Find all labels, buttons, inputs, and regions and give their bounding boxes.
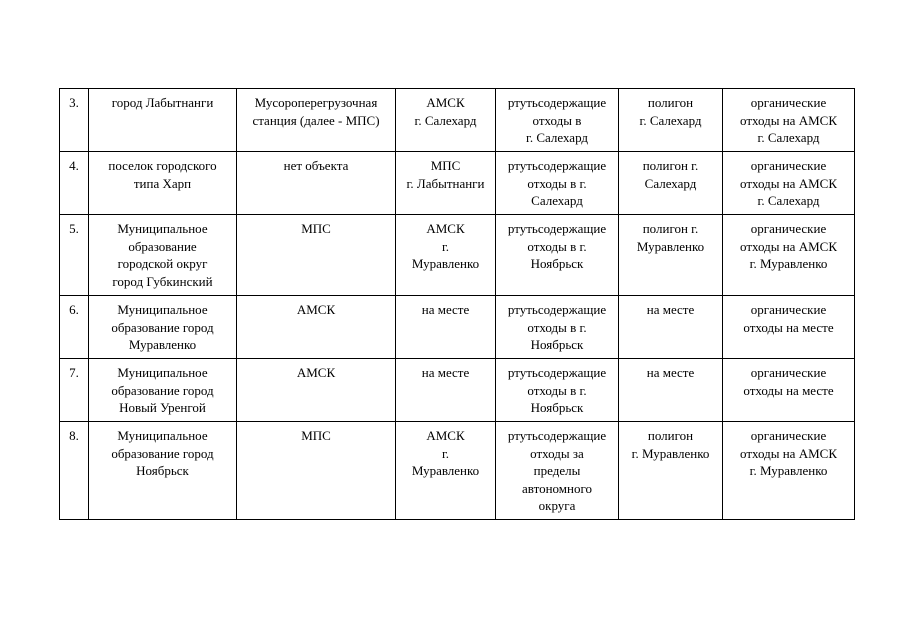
row-number: 5. xyxy=(60,215,89,296)
object-cell: МПС xyxy=(237,422,396,520)
organic-waste-cell: органические отходы на АМСК г. Муравленко xyxy=(723,215,855,296)
municipality-cell: город Лабытнанги xyxy=(89,89,237,152)
municipality-cell: Муниципальное образование город Новый Уренгой xyxy=(89,359,237,422)
mercury-waste-cell: ртутьсодержащие отходы в г. Ноябрьск xyxy=(496,215,619,296)
destination-cell: АМСК г. Муравленко xyxy=(396,215,496,296)
landfill-cell: полигон г. Муравленко xyxy=(619,215,723,296)
table-row xyxy=(60,422,855,520)
row-number: 7. xyxy=(60,359,89,422)
organic-waste-cell: органические отходы на месте xyxy=(723,296,855,359)
organic-waste-cell: органические отходы на АМСК г. Муравленко xyxy=(723,422,855,520)
mercury-waste-cell: ртутьсодержащие отходы в г. Ноябрьск xyxy=(496,359,619,422)
mercury-waste-cell: ртутьсодержащие отходы в г. Салехард xyxy=(496,152,619,215)
mercury-waste-cell: ртутьсодержащие отходы в г. Ноябрьск xyxy=(496,296,619,359)
object-cell: Мусороперегрузочная станция (далее - МПС) xyxy=(237,89,396,152)
destination-cell: АМСК г. Муравленко xyxy=(396,422,496,520)
object-cell: МПС xyxy=(237,215,396,296)
mercury-waste-cell: ртутьсодержащие отходы за пределы автономного округа xyxy=(496,422,619,520)
landfill-cell: на месте xyxy=(619,296,723,359)
row-number: 3. xyxy=(60,89,89,152)
destination-cell: на месте xyxy=(396,359,496,422)
object-cell: АМСК xyxy=(237,296,396,359)
landfill-cell: полигон г. Салехард xyxy=(619,152,723,215)
destination-cell: АМСК г. Салехард xyxy=(396,89,496,152)
object-cell: АМСК xyxy=(237,359,396,422)
row-number: 6. xyxy=(60,296,89,359)
row-number: 4. xyxy=(60,152,89,215)
municipality-cell: поселок городского типа Харп xyxy=(89,152,237,215)
destination-cell: МПС г. Лабытнанги xyxy=(396,152,496,215)
landfill-cell: полигон г. Салехард xyxy=(619,89,723,152)
table-row xyxy=(60,296,855,359)
row-number: 8. xyxy=(60,422,89,520)
landfill-cell: полигон г. Муравленко xyxy=(619,422,723,520)
waste-routing-table xyxy=(59,88,855,520)
organic-waste-cell: органические отходы на АМСК г. Салехард xyxy=(723,89,855,152)
table-row xyxy=(60,215,855,296)
municipality-cell: Муниципальное образование город Ноябрьск xyxy=(89,422,237,520)
organic-waste-cell: органические отходы на месте xyxy=(723,359,855,422)
municipality-cell: Муниципальное образование городской округ город Губкинский xyxy=(89,215,237,296)
destination-cell: на месте xyxy=(396,296,496,359)
landfill-cell: на месте xyxy=(619,359,723,422)
object-cell: нет объекта xyxy=(237,152,396,215)
organic-waste-cell: органические отходы на АМСК г. Салехард xyxy=(723,152,855,215)
mercury-waste-cell: ртутьсодержащие отходы в г. Салехард xyxy=(496,89,619,152)
table-row xyxy=(60,152,855,215)
municipality-cell: Муниципальное образование город Муравленко xyxy=(89,296,237,359)
table-row xyxy=(60,89,855,152)
table-row xyxy=(60,359,855,422)
